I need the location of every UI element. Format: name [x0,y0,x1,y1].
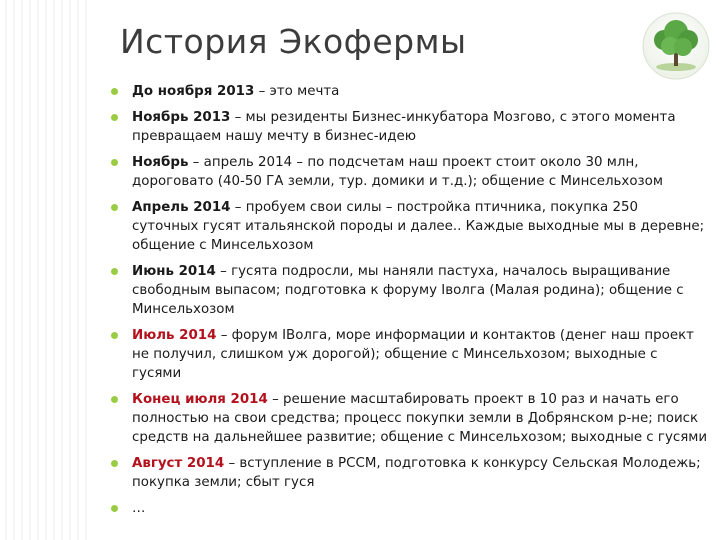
tree-logo-icon [640,10,712,82]
bullet-icon [111,114,118,121]
item-text: – гусята подросли, мы наняли пастуха, началось выращивание свободным выпасом; подготовка к форуму Іволга (Малая родина); общение с Минсельхозом [132,264,684,317]
item-text: – мы резиденты Бизнес-инкубатора Мозгово, с этого момента превращаем нашу мечту в бизнес-идею [132,110,676,144]
timeline-item [108,390,708,447]
bullet-icon [111,460,118,467]
item-text: – решение масштабировать проект в 10 раз и начать его полностью на свои средства; процесс покупки земли в Добрянском р-не; поиск средств на дальнейшее развитие; общение с Минсельхозом; выходные с гусями [132,392,708,445]
timeline-item [108,153,708,191]
timeline-item [108,262,708,319]
timeline-item [108,108,708,146]
item-date: Ноябрь [132,155,189,170]
bullet-icon [111,396,118,403]
item-date: Июнь 2014 [132,264,216,279]
timeline-item [108,326,708,383]
item-text: – пробуем свои силы – постройка птичника, покупка 250 суточных гусят итальянской породы и далее.. Каждые выходные мы в деревне; общение с Минсельхозом [132,200,705,253]
bullet-icon [111,159,118,166]
item-date: До ноября 2013 [132,84,255,99]
timeline-item [108,198,708,255]
bullet-icon [111,204,118,211]
item-text: … [132,501,146,516]
slide-title: История Экофермы [120,22,467,61]
item-text: – апрель 2014 – по подсчетам наш проект стоит около 30 млн, дороговато (40-50 ГА земли, тур. домики и т.д.); общение с Минсельхозом [132,155,663,189]
item-date: Ноябрь 2013 [132,110,231,125]
item-text: – вступление в РССМ, подготовка к конкурсу Сельская Молодежь; покупка земли; сбыт гуся [132,456,701,490]
timeline-item [108,499,708,518]
item-date: Август 2014 [132,456,225,471]
bullet-icon [111,332,118,339]
timeline-item [108,454,708,492]
item-text: – это мечта [254,84,340,99]
item-date: Июль 2014 [132,328,217,343]
side-decoration [0,0,100,540]
timeline-item [108,82,708,101]
item-date: Апрель 2014 [132,200,231,215]
bullet-icon [111,268,118,275]
timeline-list [108,82,708,525]
bullet-icon [111,88,118,95]
item-text: – форум ІВолга, море информации и контактов (денег наш проект не получил, слишком уж дорогой); общение с Минсельхозом; выходные с гусями [132,328,694,381]
item-date: Конец июля 2014 [132,392,268,407]
bullet-icon [111,505,118,512]
